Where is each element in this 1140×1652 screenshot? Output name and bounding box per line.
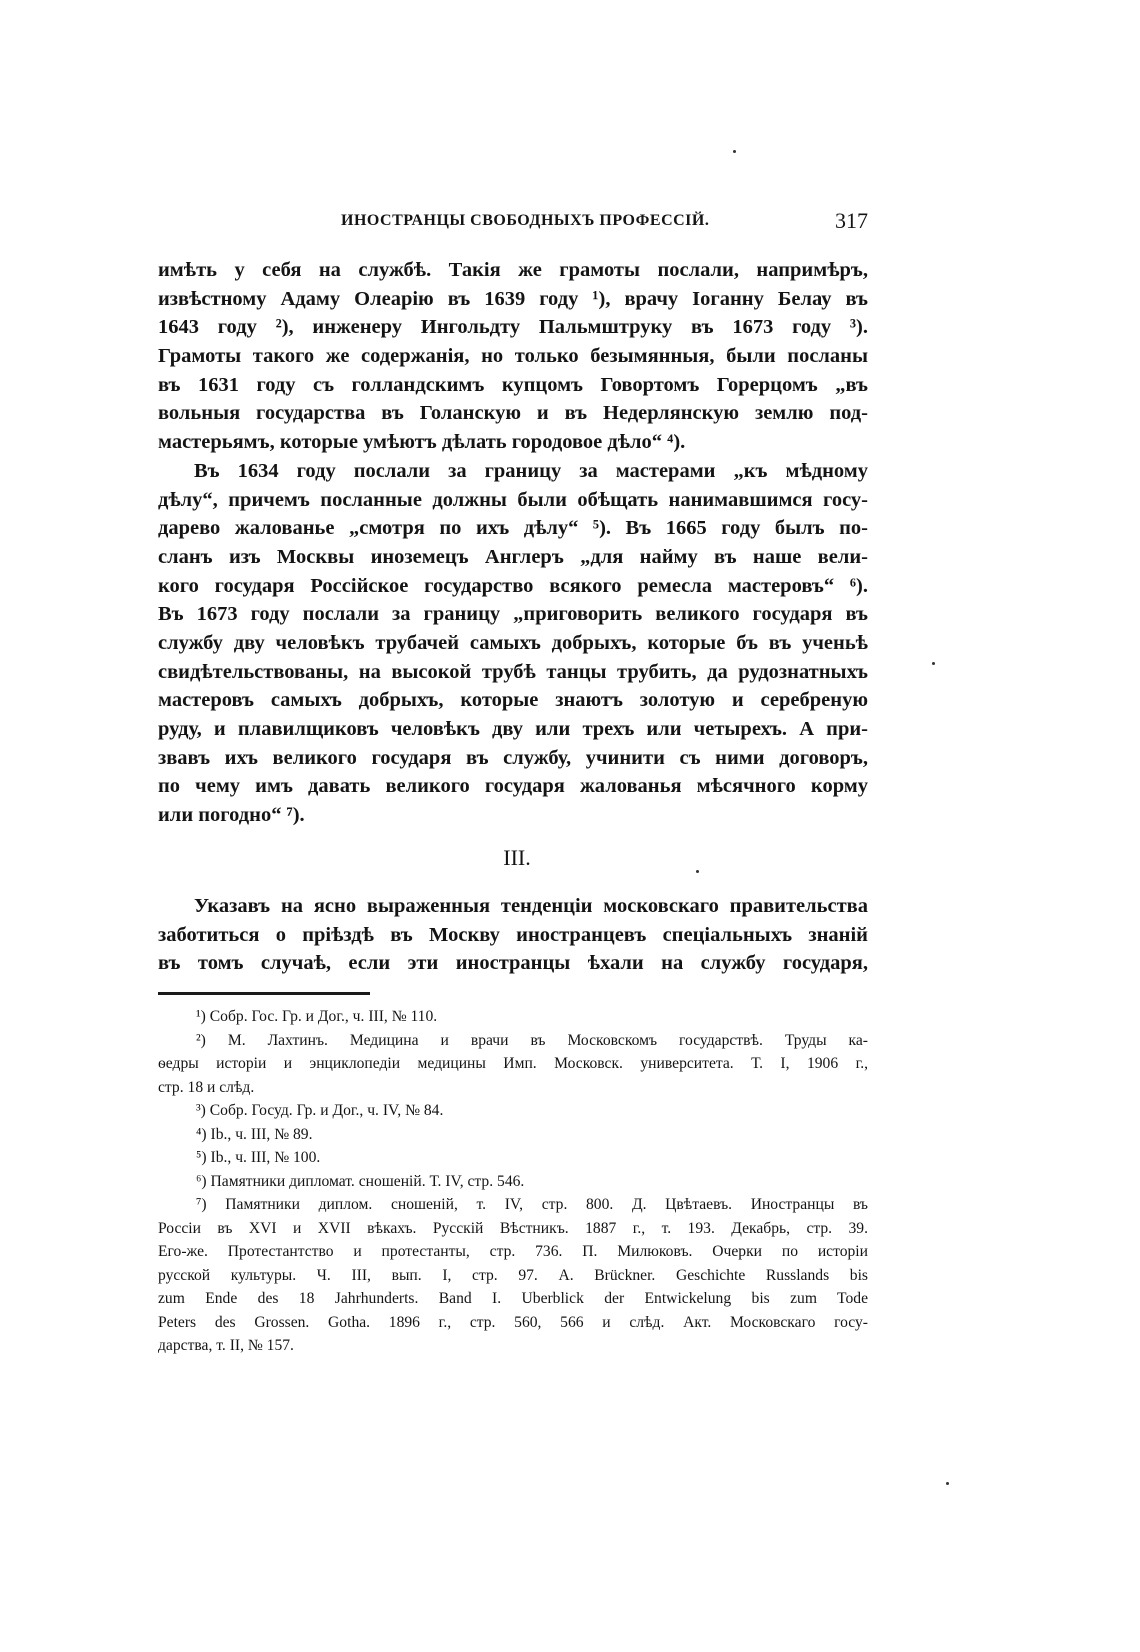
- footnote: [158, 1029, 868, 1100]
- text-line: заботиться о пріѣздѣ въ Москву иностранцевъ спеціальныхъ знаній: [158, 923, 868, 946]
- footnote-line: дарства, т. II, № 157.: [158, 1337, 294, 1354]
- text-line: 1643 году ²), инженеру Ингольдту Пальмштруку въ 1673 году ³).: [158, 316, 868, 339]
- text-line: Указавъ на ясно выраженныя тенденціи московскаго правительства: [194, 895, 868, 917]
- footnote-line: ⁶) Памятники дипломат. сношеній. Т. IV, стр. 546.: [196, 1172, 525, 1190]
- footnote-line: Его-же. Протестантство и протестанты, стр. 736. П. Милюковъ. Очерки по исторіи: [158, 1243, 868, 1260]
- text-line: Грамоты такого же содержанія, но только безымянныя, были посланы: [158, 345, 868, 368]
- footnote-line: ⁴) Ib., ч. III, № 89.: [196, 1125, 313, 1143]
- footnote-line: zum Ende des 18 Jahrhunderts. Band I. Uberblick der Entwickelung bis zum Tode: [158, 1290, 868, 1307]
- text-line: извѣстному Адаму Олеарію въ 1639 году ¹), врачу Іоганну Белау въ: [158, 287, 868, 310]
- running-title: ИНОСТРАНЦЫ СВОБОДНЫХЪ ПРОФЕССІЙ.: [341, 212, 710, 229]
- page-number: 317: [835, 208, 868, 233]
- text-line: службу дву человѣкъ трубачей самыхъ добрыхъ, которые бъ въ ученьѣ: [158, 631, 868, 654]
- body-text-bottom: [158, 892, 868, 978]
- footnote-line: ѳедры исторіи и энциклопедіи медицины Имп. Московск. университета. Т. I, 1906 г.,: [158, 1055, 868, 1072]
- text-line: или погодно“ ⁷).: [158, 804, 305, 827]
- text-line: по чему имъ давать великого государя жалованья мѣсячного корму: [158, 775, 868, 798]
- text-line: въ томъ случаѣ, если эти иностранцы ѣхали на службу государя,: [158, 952, 868, 975]
- section-heading: III.: [503, 845, 531, 870]
- text-line: Въ 1634 году послали за границу за мастерами „къ мѣдному: [194, 459, 868, 482]
- text-line: мастерьямъ, которые умѣютъ дѣлать городовое дѣло“ ⁴).: [158, 431, 686, 454]
- scan-speck: [733, 150, 736, 153]
- footnote-line: Россіи въ XVI и XVII вѣкахъ. Русскій Вѣстникъ. 1887 г., т. 193. Декабрь, стр. 39.: [158, 1219, 868, 1237]
- scan-speck: [946, 1482, 949, 1485]
- text-line: Въ 1673 году послали за границу „приговорить великого государя въ: [158, 603, 868, 626]
- footnote: [158, 1123, 868, 1147]
- footnotes: [158, 1005, 868, 1358]
- text-line: имѣть у себя на службѣ. Такія же грамоты послали, напримѣръ,: [158, 259, 868, 281]
- footnote: [158, 1146, 868, 1170]
- text-line: мастеровъ самыхъ добрыхъ, которые знаютъ золотую и серебреную: [158, 689, 868, 712]
- running-header: [158, 208, 868, 238]
- footnote-divider: [158, 992, 370, 995]
- scan-speck: [696, 870, 699, 873]
- text-line: вольныя государства въ Голанскую и въ Недерлянскую землю под-: [158, 402, 868, 425]
- footnote: [158, 1193, 868, 1358]
- body-text-top: [158, 256, 868, 830]
- footnote: [158, 1099, 868, 1123]
- footnote-line: ¹) Собр. Гос. Гр. и Дог., ч. III, № 110.: [196, 1008, 438, 1025]
- text-line: въ 1631 году съ голландскимъ купцомъ Говортомъ Горерцомъ „въ: [158, 373, 868, 396]
- scan-speck: [932, 662, 935, 665]
- text-line: руду, и плавилщиковъ человѣкъ дву или трехъ или четырехъ. А при-: [158, 718, 868, 740]
- footnote-line: Peters des Grossen. Gotha. 1896 г., стр. 560, 566 и слѣд. Акт. Московскаго госу-: [158, 1313, 868, 1331]
- text-line: звавъ ихъ великого государя въ службу, учинити съ ними договоръ,: [158, 746, 868, 769]
- text-line: свидѣтельствованы, на высокой трубѣ танцы трубить, да рудознатныхъ: [158, 660, 868, 683]
- footnote-line: ²) М. Лахтинъ. Медицина и врачи въ Московскомъ государствѣ. Труды ка-: [196, 1031, 868, 1049]
- footnote-line: стр. 18 и слѣд.: [158, 1078, 255, 1096]
- footnote: [158, 1170, 868, 1194]
- text-line: дарево жалованье „смотря по ихъ дѣлу“ ⁵). Въ 1665 году былъ по-: [158, 517, 868, 540]
- text-line: сланъ изъ Москвы иноземецъ Англеръ „для найму въ наше вели-: [158, 545, 868, 568]
- footnote-line: ⁵) Ib., ч. III, № 100.: [196, 1149, 321, 1166]
- paragraph: [158, 457, 868, 830]
- paragraph: [158, 892, 868, 978]
- footnote-line: ⁷) Памятники диплом. сношеній, т. IV, стр. 800. Д. Цвѣтаевъ. Иностранцы въ: [196, 1196, 868, 1213]
- paragraph: [158, 256, 868, 457]
- text-line: кого государя Россійское государство всякого ремесла мастеровъ“ ⁶).: [158, 574, 868, 597]
- footnote-line: ³) Собр. Госуд. Гр. и Дог., ч. IV, № 84.: [196, 1102, 444, 1119]
- footnote: [158, 1005, 868, 1029]
- footnote-line: русской культуры. Ч. III, вып. I, стр. 97. A. Brückner. Geschichte Russlands bis: [158, 1266, 868, 1284]
- text-line: дѣлу“, причемъ посланные должны были обѣщать нанимавшимся госу-: [158, 488, 868, 511]
